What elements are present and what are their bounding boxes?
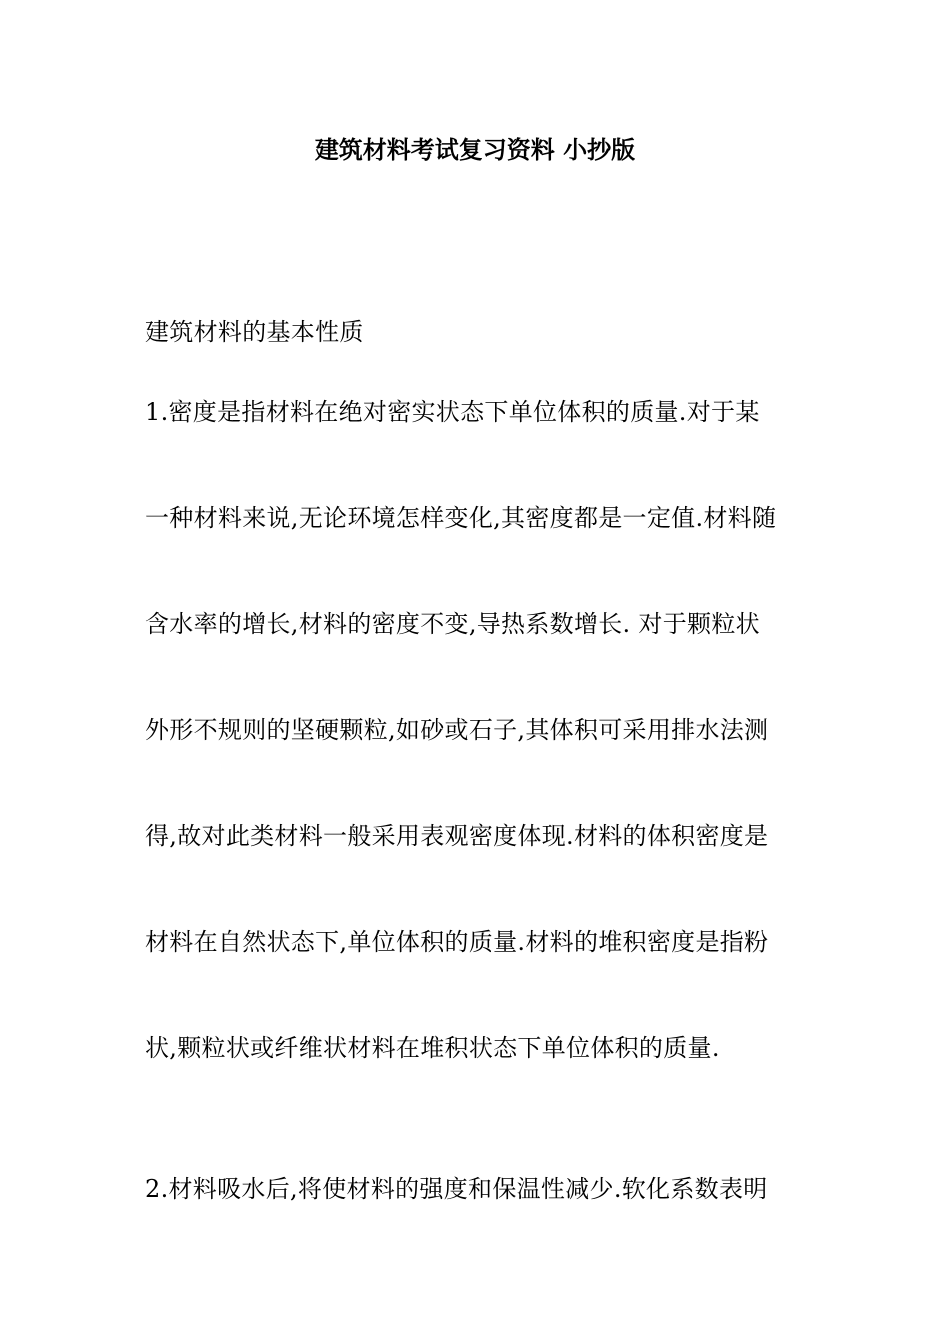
paragraph-line: 外形不规则的坚硬颗粒,如砂或石子,其体积可采用排水法测 [145,716,769,744]
paragraph-line: 一种材料来说,无论环境怎样变化,其密度都是一定值.材料随 [145,504,777,532]
paragraph-line: 2.材料吸水后,将使材料的强度和保温性减少.软化系数表明 [145,1175,768,1203]
paragraph-line: 状,颗粒状或纤维状材料在堆积状态下单位体积的质量. [145,1034,720,1062]
paragraph-line: 含水率的增长,材料的密度不变,导热系数增长. 对于颗粒状 [145,610,760,638]
paragraph-line: 1.密度是指材料在绝对密实状态下单位体积的质量.对于某 [145,398,760,426]
section-heading: 建筑材料的基本性质 [145,318,364,346]
paragraph-line: 得,故对此类材料一般采用表观密度体现.材料的体积密度是 [145,822,769,850]
paragraph-line: 材料在自然状态下,单位体积的质量.材料的堆积密度是指粉 [145,928,769,956]
document-title: 建筑材料考试复习资料 小抄版 [314,135,636,164]
